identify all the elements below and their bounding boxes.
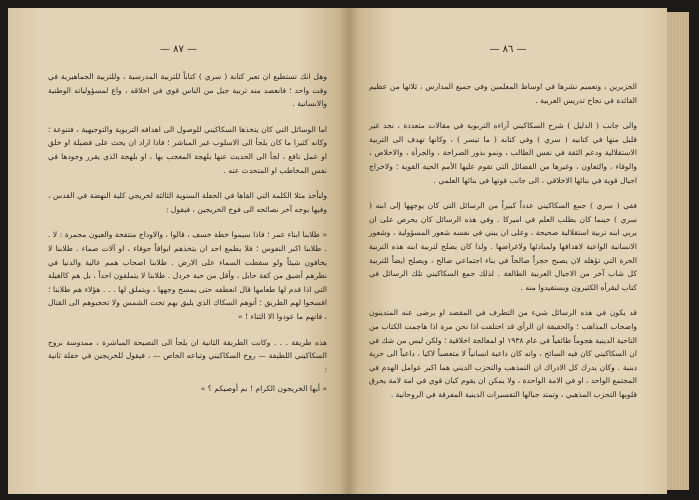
paragraph: الجزيرين ، وتعميم نشرها في اوساط المعلمين وفي جميع المدارس ، ثلاثها من عظيم الفائدة في نجاح تدريس العربية . bbox=[369, 82, 637, 105]
paragraph: والى جانب ( الدليل ) شرح السكاكيني آراءه التربوية في مقالات متعددة ، نجد غير قليل منها في كتابيه ( سري ) وفي كتابه ( ما تيسر ) ، وكانها تهدف الى التربية الاستقلالية ودعم الثقة في نفس الطالب ، ونمو بذور الصراحة ، والجرأة ، والاخلاص ، والوفاء ، والتعاون ، وغيرها من الفضائل التي تقوم عليها الأمم الحية القوية ؛ ولاخراج اجيال قوية في بنائها الاخلاقي ، الى جانب قوتها في بنائها العلمي . bbox=[369, 121, 637, 185]
paragraph: قد يكون في هذه الرسائل شيء من التطرف في المقصد او يرضى عنه المتدينون واصحاب المذاهب ؛ والحقيقة ان الرأي قد اختلفت اذا نحن مرة اذا هاجمت الكتاب من الناحية الدينية هجوماً طائفياً في عام ١٩٣٨ او لمعالجة اخلاقية ؛ ولكن ليس من شك في ان السكاكيني كان فيه السائح ، وانه كان داعية انسانياً لا متعصباً لاكيا ، داعياً الى حرية دينية . وكان يدرك كل الادراك ان التمذهب والتحزب الديني هما اكبر عوامل الهدم في المجتمع الواحد ، او في الامة الواحدة ، ولا يمكن ان يقوم كيان قوي في امة لامة يحرق قلوبها التحزب المذهبي ، وتمتد جبالها التفسيرات الدينية المفرقة في الروحانية . bbox=[369, 308, 637, 399]
quote-paragraph: « طلابنا ابناء عمر ؛ فاذا سيموا خطة خسف ، قالوا ، والاوداج منتفخة والعيون محمرة : لا . . طلابنا اكبر النفوس ؛ فلا يطمع احد ان يتخذهم ابواقاً جوفاء ، او آلات صماء . طلابنا لا يخافون شيئاً ولو سقطت السماء على الارض . طلابنا اصحاب همم عالية والدنيا في نظرهم أضيق من كفة حابل ، وأقل من حبة خردل . طلابنا لا يتملقون احداً ، بل هم كالغيلة التي اذا قدم لها طعامها قال انعطفه حتى يمسح وجهها ، ويتملق لها . . . هؤلاء هم طلابنا ؛ افسحوا لهم الطريق ؛ أتوهم السكاك الذي يليق بهم تحت الشمس ولا تحجبوهم الى القتال ، فانهم ما عودوا الا الثناء ! » bbox=[48, 230, 327, 321]
paragraph: وهل انك تستطيع ان تعبر كتابة ( سري ) كتاباً للتربية المدرسية ، وللتربية الجماهيرية في وقت واحد ؛ فانعصد منه تربية جيل من الناس قوي في اخلاقه ، واع لمسؤولياته الوطنية والانسانية . bbox=[48, 72, 327, 109]
right-page bbox=[349, 8, 667, 494]
page-body bbox=[369, 80, 637, 407]
page-number: — ٨٧ — bbox=[159, 44, 198, 55]
page-edges bbox=[667, 12, 689, 490]
left-page bbox=[8, 8, 349, 494]
page-body bbox=[48, 70, 327, 402]
page-number: — ٨٦ — bbox=[489, 44, 527, 55]
paragraph: اما الوسائل التي كان يتخذها السكاكيني للوصول الى اهدافه التربوية والتوجيهية ، فتنوعة ؛ وكانه كثيرا ما كان يلجأ الى الاسلوب غير المباشر ؛ فاذا اراد ان يحث على فضيلة او خلق او عمل نافع ، لجأ الى الحديث عنها بلهجة المعجب بها ، او بلهجة الذي يقرر وجودها في نفس المخاطب او المتحدث عنه . bbox=[48, 124, 327, 175]
quote-paragraph: « أيها الخريجون الكرام ! بم أوصيكم ؟ » bbox=[200, 384, 327, 394]
paragraph: هذه طريقة . . . وكانت الطريقة الثانية ان يلجأ الى النصيحة المباشرة ، ممدوسة بروح السكاكيني اللطيفة — روح السكاكيني وتباعه الخاص — ، فيقول للخريجين في حفلة ثانية : bbox=[48, 337, 327, 374]
paragraph: ولنأخذ مثلا الكلمة التي القاها في الحفلة السنوية الثالثة لخريجي كلية النهضة في القدس ، وفيها يوجه آخر نصائحه الى فوج الخريجين ، فيقول : bbox=[48, 191, 327, 214]
paragraph: ففي ( سري ) جمع السكاكيني عدداً كبيراً من الرسائل التي كان يوجهها إلى ابنه ( سري ) حينما كان يطلب العلم في اميركا . وفي هذه الرسائل كان يحرص على ان يربي ابنه تربية استقلالية صحيحة ، وعلى ان يبني في نفسه شعور المسؤولية ، وشعور الانسانية الواعية لاهدافها ولمبادئها ولاغراضها . ولذا كان يصلح لتربية ابنه هذه التربية الحرة التي تؤهله لان يصبح حجراً صالحاً في بناء اجتماعي صالح ، ويصلح ايضاً للتربية كل شاب آخر من الاجيال العربية الطالعة . لذلك جمع السكاكيني تلك الرسائل في كتاب ليقرأه الكثيرون ويستفيدوا منه . bbox=[369, 201, 637, 292]
